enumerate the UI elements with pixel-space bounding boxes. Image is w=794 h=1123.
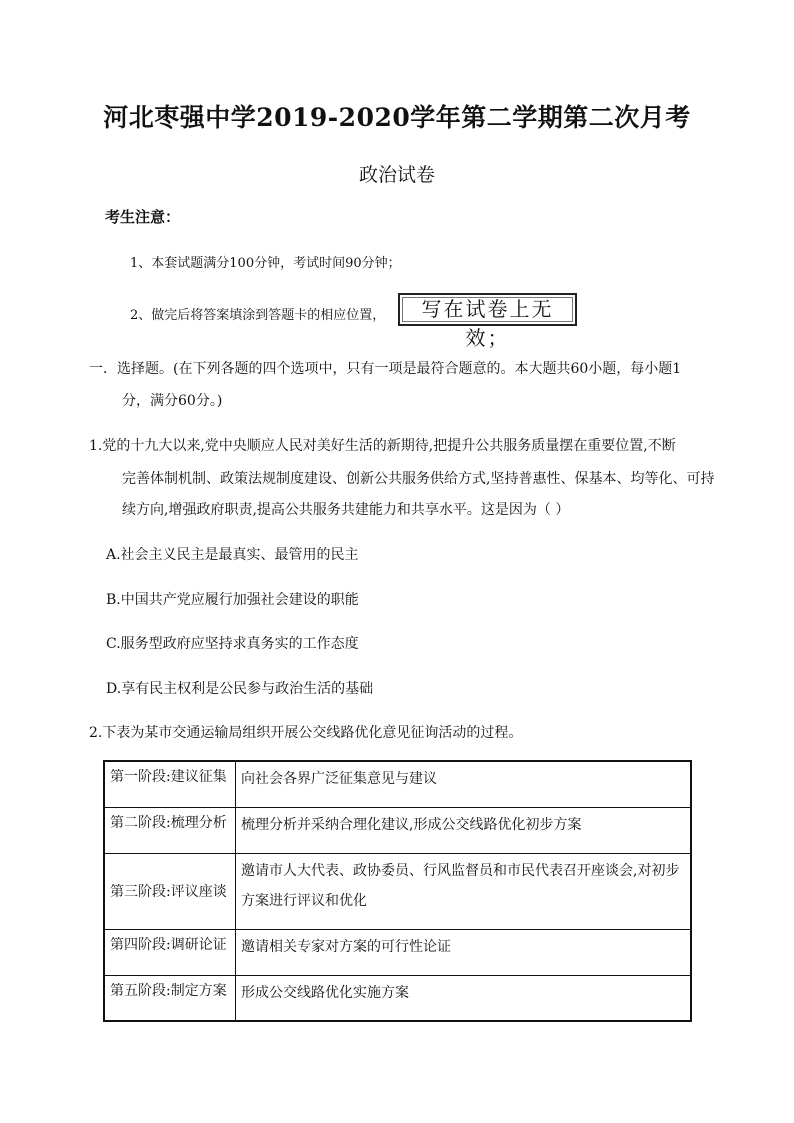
notice-item-2: 2、做完后将答案填涂到答题卡的相应位置， (130, 308, 386, 323)
table-row (104, 929, 691, 975)
stages-table (103, 760, 692, 1022)
question-2-stem: 2.下表为某市交通运输局组织开展公交线路优化意见征询活动的过程。 (89, 725, 523, 741)
table-row (104, 761, 691, 807)
invalid-notice-stamp: 写在试卷上无效； (398, 293, 577, 326)
section-instructions-line1: 一．选择题。(在下列各题的四个选项中，只有一项是最符合题意的。本大题共60小题，每小题1 (89, 361, 682, 377)
stage-name: 第三阶段:评议座谈 (104, 853, 236, 929)
stage-name: 第五阶段:制定方案 (104, 975, 236, 1021)
question-1-option-b: B.中国共产党应履行加强社会建设的职能 (106, 592, 359, 608)
stage-content: 向社会各界广泛征集意见与建议 (236, 761, 692, 807)
question-1-line2: 完善体制机制、政策法规制度建设、创新公共服务供给方式,坚持普惠性、保基本、均等化、可持 (122, 471, 715, 487)
stage-name: 第四阶段:调研论证 (104, 929, 236, 975)
question-1-line3: 续方向,增强政府职责,提高公共服务共建能力和共享水平。这是因为（ ） (122, 502, 570, 518)
stage-content: 形成公交线路优化实施方案 (236, 975, 692, 1021)
exam-title: 河北枣强中学2019-2020学年第二学期第二次月考 (103, 103, 691, 132)
stage-content: 邀请相关专家对方案的可行性论证 (236, 929, 692, 975)
stage-content: 梳理分析并采纳合理化建议,形成公交线路优化初步方案 (236, 807, 692, 853)
stage-name: 第一阶段:建议征集 (104, 761, 236, 807)
question-1-option-d: D.享有民主权利是公民参与政治生活的基础 (106, 681, 374, 697)
table-row (104, 975, 691, 1021)
question-1-option-a: A.社会主义民主是最真实、最管用的民主 (106, 547, 359, 563)
stage-content: 邀请市人大代表、政协委员、行风监督员和市民代表召开座谈会,对初步方案进行评议和优化 (236, 853, 692, 929)
notice-heading: 考生注意： (105, 208, 181, 226)
notice-item-1: 1、本套试题满分100分钟，考试时间90分钟； (130, 256, 401, 271)
question-1-line1: 1.党的十九大以来,党中央顺应人民对美好生活的新期待,把提升公共服务质量摆在重要位置,不断 (89, 438, 676, 454)
section-instructions-line2: 分，满分60分。) (122, 393, 223, 409)
question-1-option-c: C.服务型政府应坚持求真务实的工作态度 (106, 636, 359, 652)
table-row (104, 807, 691, 853)
stage-name: 第二阶段:梳理分析 (104, 807, 236, 853)
exam-subject: 政治试卷 (358, 164, 435, 186)
table-row (104, 853, 691, 929)
